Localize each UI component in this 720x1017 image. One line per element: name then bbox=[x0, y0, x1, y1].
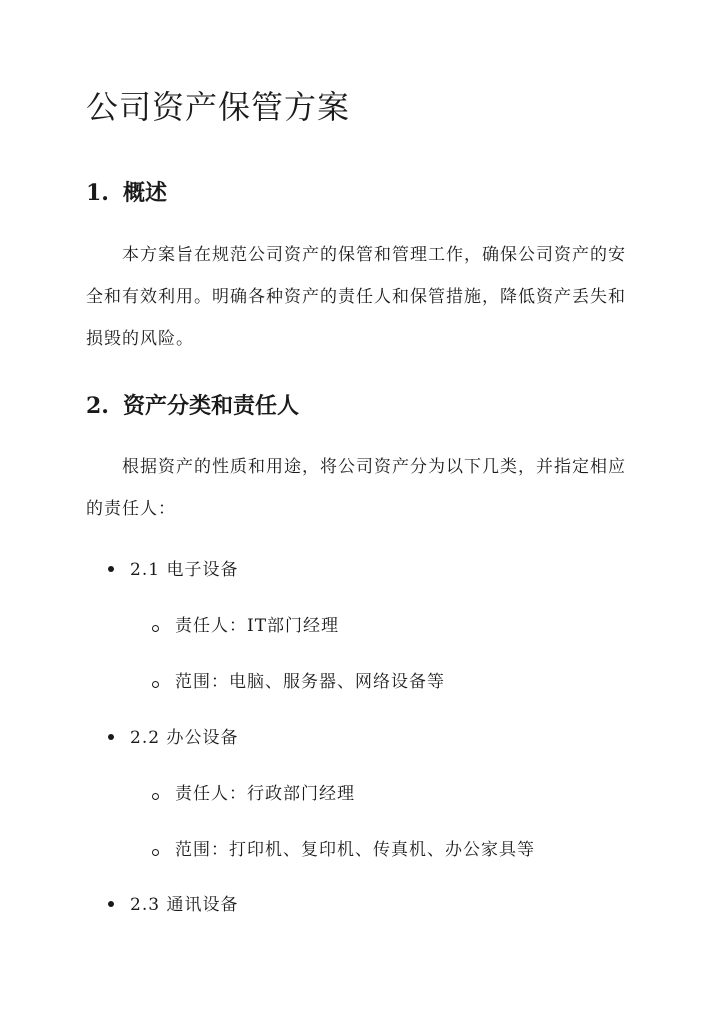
bullet-icon bbox=[108, 566, 114, 572]
sub-item-text: 责任人：IT部门经理 bbox=[175, 616, 340, 636]
sub-item-text: 范围：电脑、服务器、网络设备等 bbox=[175, 672, 445, 692]
circle-bullet-icon bbox=[152, 849, 159, 856]
circle-bullet-icon bbox=[152, 625, 159, 632]
circle-bullet-icon bbox=[152, 793, 159, 800]
category-label: 2.3 通讯设备 bbox=[130, 895, 239, 915]
circle-bullet-icon bbox=[152, 681, 159, 688]
bullet-icon bbox=[108, 734, 114, 740]
section-heading-2 bbox=[86, 389, 299, 420]
category-label: 2.2 办公设备 bbox=[130, 728, 239, 748]
sub-item-text: 范围：打印机、复印机、传真机、办公家具等 bbox=[175, 840, 535, 860]
section-heading-1 bbox=[86, 176, 167, 207]
section-1-paragraph: 本方案旨在规范公司资产的保管和管理工作，确保公司资产的安全和有效利用。明确各种资产的责任人和保管措施，降低资产丢失和损毁的风险。 bbox=[86, 245, 626, 349]
list-item-category bbox=[108, 723, 238, 748]
sub-list-item bbox=[152, 835, 535, 860]
bullet-icon bbox=[108, 901, 114, 907]
sub-list-item bbox=[152, 611, 339, 636]
section-title: 概述 bbox=[122, 180, 167, 206]
category-label: 2.1 电子设备 bbox=[130, 560, 239, 580]
section-number: 1. bbox=[86, 180, 109, 206]
document-title: 公司资产保管方案 bbox=[86, 88, 351, 126]
section-title: 资产分类和责任人 bbox=[122, 393, 299, 419]
section-number: 2. bbox=[86, 393, 109, 419]
sub-list-item bbox=[152, 779, 355, 804]
sub-list-item bbox=[152, 667, 445, 692]
sub-item-text: 责任人：行政部门经理 bbox=[175, 784, 355, 804]
list-item-category bbox=[108, 555, 238, 580]
section-2-paragraph: 根据资产的性质和用途，将公司资产分为以下几类，并指定相应的责任人： bbox=[86, 457, 626, 519]
list-item-category bbox=[108, 890, 238, 915]
